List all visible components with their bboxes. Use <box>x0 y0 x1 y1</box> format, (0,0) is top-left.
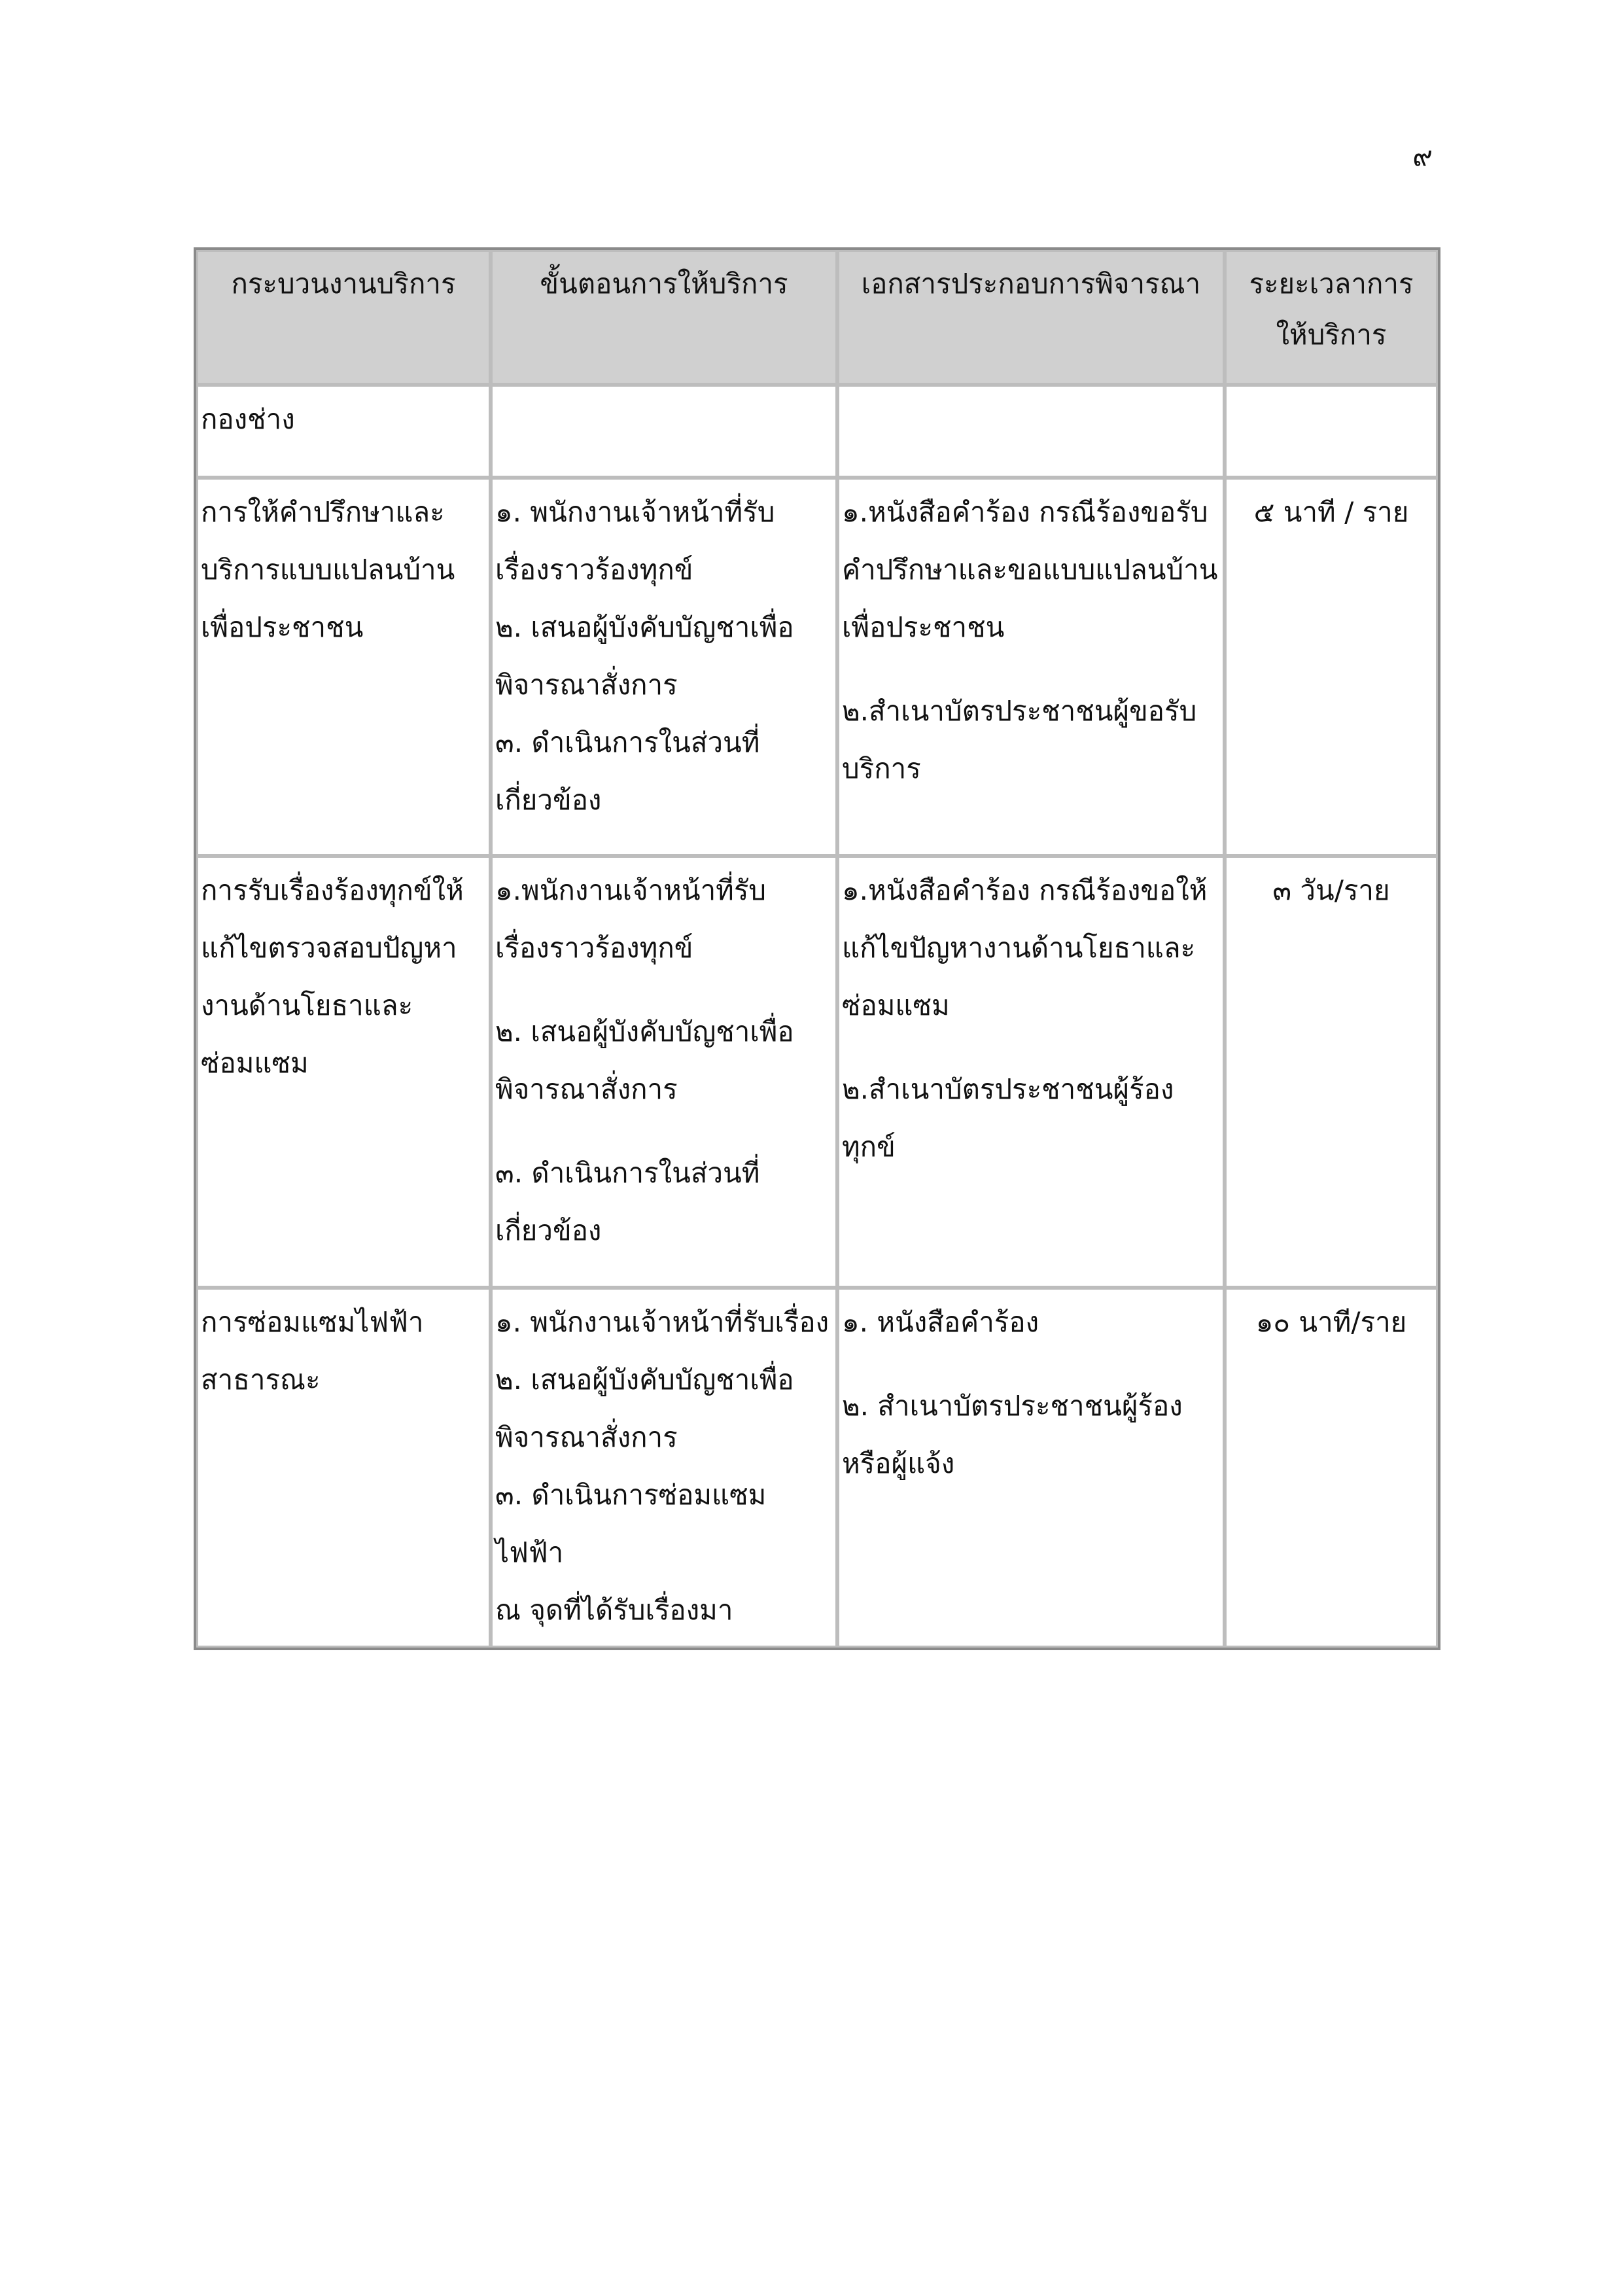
step-line: พิจารณาสั่งการ <box>495 1073 678 1105</box>
process-line: งานด้านโยธาและ <box>201 989 413 1021</box>
process-line: สาธารณะ <box>201 1364 321 1396</box>
table-header-row <box>196 250 1438 385</box>
step-line: ๑. พนักงานเจ้าหน้าที่รับ <box>495 496 775 528</box>
step-line: ๓. ดำเนินการในส่วนที่ <box>495 1157 760 1189</box>
time-cell: ๕ นาที / ราย <box>1225 478 1438 856</box>
documents-cell <box>837 478 1225 856</box>
step-line: พิจารณาสั่งการ <box>495 1421 678 1453</box>
header-time-line-1: ระยะเวลาการ <box>1249 268 1414 300</box>
document-line: เพื่อประชาชน <box>842 611 1005 643</box>
steps-cell <box>491 856 837 1288</box>
header-documents: เอกสารประกอบการพิจารณา <box>837 250 1225 385</box>
document-line: แก้ไขปัญหางานด้านโยธาและ <box>842 932 1196 964</box>
table-row <box>196 856 1438 1288</box>
step-line: ณ จุดที่ได้รับเรื่องมา <box>495 1594 733 1626</box>
document-line: ๒.สำเนาบัตรประชาชนผู้ร้องทุกข์ <box>842 1073 1174 1163</box>
process-line: การรับเรื่องร้องทุกข์ให้ <box>201 874 464 906</box>
document-line: บริการ <box>842 752 921 785</box>
time-cell: ๑๐ นาที/ราย <box>1225 1288 1438 1648</box>
documents-cell <box>837 856 1225 1288</box>
process-line: แก้ไขตรวจสอบปัญหา <box>201 932 457 964</box>
step-line: ๓. ดำเนินการในส่วนที่ <box>495 726 760 758</box>
step-line: ๒. เสนอผู้บังคับบัญชาเพื่อ <box>495 1016 794 1048</box>
document-line: หรือผู้แจ้ง <box>842 1447 955 1479</box>
step-line: ๒. เสนอผู้บังคับบัญชาเพื่อ <box>495 1364 794 1396</box>
header-time <box>1225 250 1438 385</box>
document-line: ๒.สำเนาบัตรประชาชนผู้ขอรับ <box>842 695 1197 727</box>
step-line: เกี่ยวข้อง <box>495 784 602 816</box>
service-table <box>194 247 1440 1650</box>
empty-cell <box>491 385 837 478</box>
process-cell <box>196 478 491 856</box>
table-row <box>196 478 1438 856</box>
document-line: ๑. หนังสือคำร้อง <box>842 1306 1039 1338</box>
step-line: พิจารณาสั่งการ <box>495 669 678 701</box>
empty-cell <box>837 385 1225 478</box>
page-number: ๙ <box>1412 140 1433 172</box>
step-line: เรื่องราวร้องทุกข์ <box>495 554 693 586</box>
document-line: ๒. สำเนาบัตรประชาชนผู้ร้อง <box>842 1390 1183 1422</box>
steps-cell <box>491 478 837 856</box>
process-line: เพื่อประชาชน <box>201 611 364 643</box>
document-line: ๑.หนังสือคำร้อง กรณีร้องขอรับ <box>842 496 1208 528</box>
table-row <box>196 1288 1438 1648</box>
steps-cell <box>491 1288 837 1648</box>
header-process: กระบวนงานบริการ <box>196 250 491 385</box>
header-steps: ขั้นตอนการให้บริการ <box>491 250 837 385</box>
process-line: การซ่อมแซมไฟฟ้า <box>201 1306 424 1338</box>
process-line: การให้คำปรึกษาและ <box>201 496 445 528</box>
step-line: เรื่องราวร้องทุกข์ <box>495 932 693 964</box>
section-row <box>196 385 1438 478</box>
step-line: ๓. ดำเนินการซ่อมแซมไฟฟ้า <box>495 1479 767 1568</box>
header-time-line-2: ให้บริการ <box>1276 319 1387 351</box>
empty-cell <box>1225 385 1438 478</box>
process-line: ซ่อมแซม <box>201 1047 309 1079</box>
step-line: เกี่ยวข้อง <box>495 1214 602 1246</box>
step-line: ๒. เสนอผู้บังคับบัญชาเพื่อ <box>495 611 794 643</box>
step-line: ๑.พนักงานเจ้าหน้าที่รับ <box>495 874 767 906</box>
document-line: ๑.หนังสือคำร้อง กรณีร้องขอให้ <box>842 874 1208 906</box>
time-cell: ๓ วัน/ราย <box>1225 856 1438 1288</box>
documents-cell <box>837 1288 1225 1648</box>
document-line: คำปรึกษาและขอแบบแปลนบ้าน <box>842 554 1218 586</box>
document-line: ซ่อมแซม <box>842 989 950 1021</box>
process-cell <box>196 1288 491 1648</box>
section-title: กองช่าง <box>196 385 491 478</box>
process-line: บริการแบบแปลนบ้าน <box>201 554 455 586</box>
process-cell <box>196 856 491 1288</box>
step-line: ๑. พนักงานเจ้าหน้าที่รับเรื่อง <box>495 1306 829 1338</box>
